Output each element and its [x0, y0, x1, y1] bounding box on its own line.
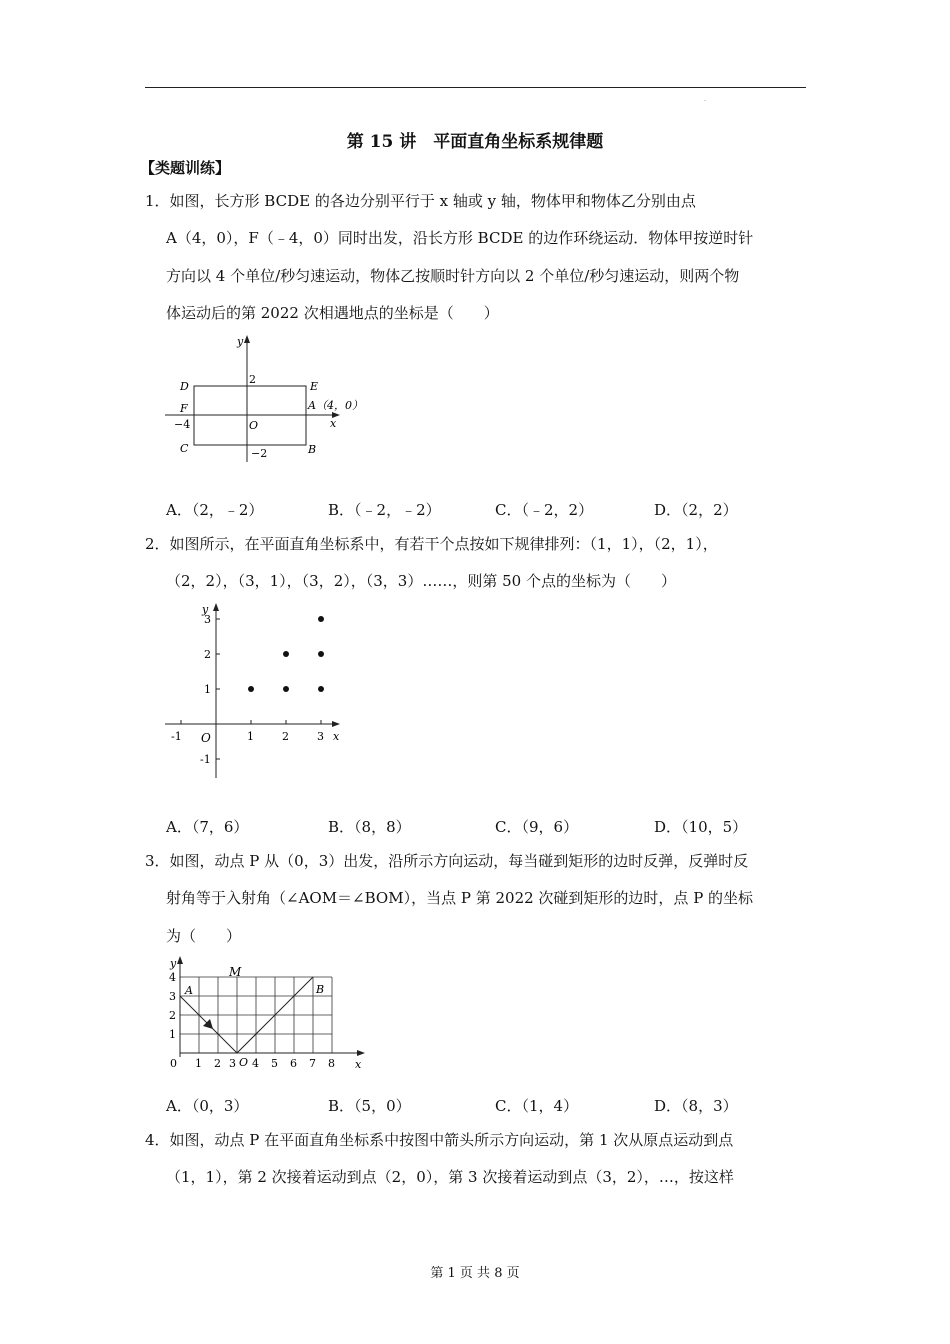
q2-point: [318, 651, 324, 657]
q3-figure: [162, 953, 372, 1078]
q1-option-d[interactable]: D．（2，2）: [654, 501, 738, 519]
q3-xtick-label: 6: [290, 1057, 297, 1070]
q1-label-D: D: [180, 380, 189, 393]
q1-line-3: 方向以 4 个单位/秒匀速运动，物体乙按顺时针方向以 2 个单位/秒匀速运动，则两个物: [166, 267, 740, 285]
q1-label-C: C: [180, 442, 189, 455]
q4-line-2: （1，1），第 2 次接着运动到点（2，0），第 3 次接着运动到点（3，2），…，按这样: [166, 1168, 734, 1186]
q1-label-E: E: [310, 380, 319, 393]
q1-option-c[interactable]: C．（﹣2，2）: [495, 501, 594, 519]
q3-label-A: A: [185, 984, 193, 997]
q3-xtick-label: 1: [195, 1057, 202, 1070]
q2-xtick-label: 3: [317, 730, 324, 743]
q4-line-1: 4．如图，动点 P 在平面直角坐标系中按图中箭头所示方向运动，第 1 次从原点运动到点: [145, 1131, 734, 1149]
q3-label-M: M: [229, 965, 242, 979]
q3-label-O: O: [239, 1056, 249, 1069]
q2-point: [318, 686, 324, 692]
q2-line-1: 2．如图所示，在平面直角坐标系中，有若干个点按如下规律排列：（1，1），（2，1），: [145, 535, 718, 553]
page-title: 第 15 讲 平面直角坐标系规律题: [346, 132, 604, 152]
page-footer: 第 1 页 共 8 页: [430, 1266, 520, 1281]
q2-point: [283, 686, 289, 692]
q1-label-B: B: [308, 443, 317, 456]
q3-ytick-label: 2: [169, 1009, 176, 1022]
q2-ytick-label: -1: [200, 753, 211, 766]
q2-figure: [160, 598, 360, 783]
q2-option-d[interactable]: D．（10，5）: [654, 818, 748, 836]
q1-option-a[interactable]: A．（2，﹣2）: [166, 501, 264, 519]
q2-point: [283, 651, 289, 657]
q1-x-label: x: [330, 417, 337, 430]
q3-xtick-label: 2: [214, 1057, 221, 1070]
q1-line-4: 体运动后的第 2022 次相遇地点的坐标是（ ）: [166, 304, 499, 322]
q2-option-b[interactable]: B．（8，8）: [328, 818, 411, 836]
q3-option-a[interactable]: A．（0，3）: [166, 1097, 249, 1115]
q1-label-A: A（4，0）: [308, 399, 363, 412]
q2-xtick-label: 1: [247, 730, 254, 743]
q2-ticks: [171, 613, 324, 766]
q2-line-2: （2，2），（3，1），（3，2），（3，3）……，则第 50 个点的坐标为（ ）: [166, 572, 676, 590]
q1-y-label: y: [237, 335, 244, 348]
q3-y-label: y: [170, 957, 177, 970]
q3-x-label: x: [355, 1058, 362, 1071]
section-heading: 【类题训练】: [140, 159, 231, 177]
q2-point: [248, 686, 254, 692]
q3-xtick-label: 0: [170, 1057, 177, 1070]
q3-option-c[interactable]: C．（1，4）: [495, 1097, 579, 1115]
q3-xtick-label: 5: [271, 1057, 278, 1070]
q3-line-1: 3．如图，动点 P 从（0，3）出发，沿所示方向运动，每当碰到矩形的边时反弹，反弹时反: [145, 852, 749, 870]
q3-xtick-label: 3: [229, 1057, 236, 1070]
q2-points: [248, 616, 324, 692]
q3-line-3: 为（ ）: [166, 927, 242, 945]
q1-label-O: O: [249, 419, 259, 432]
q2-option-c[interactable]: C．（9，6）: [495, 818, 579, 836]
q2-label-O: O: [201, 731, 211, 745]
q1-line-1: 1．如图，长方形 BCDE 的各边分别平行于 x 轴或 y 轴，物体甲和物体乙分别由点: [145, 192, 696, 210]
q2-x-label: x: [333, 730, 340, 743]
q1-tick-neg4: −4: [174, 418, 191, 431]
q3-label-B: B: [316, 983, 325, 996]
header-mark: .: [704, 96, 706, 103]
q1-label-F: F: [180, 402, 188, 415]
q3-xtick-label: 7: [309, 1057, 316, 1070]
q2-point: [318, 616, 324, 622]
q1-line-2: A（4，0），F（﹣4，0）同时出发，沿长方形 BCDE 的边作环绕运动．物体甲按逆时针: [166, 229, 754, 247]
q3-ytick-label: 4: [169, 971, 176, 984]
q1-tick-neg2: −2: [251, 447, 268, 460]
q3-line-2: 射角等于入射角（∠AOM＝∠BOM），当点 P 第 2022 次碰到矩形的边时，点 P 的坐标: [166, 889, 754, 907]
q2-xtick-label: 2: [282, 730, 289, 743]
q2-xtick-label: -1: [171, 730, 182, 743]
q1-tick-2: 2: [249, 373, 256, 386]
q2-ytick-label: 3: [204, 613, 211, 626]
q3-ytick-label: 3: [169, 990, 176, 1003]
q2-ytick-label: 2: [204, 648, 211, 661]
q2-ytick-label: 1: [204, 683, 211, 696]
q3-xtick-label: 4: [252, 1057, 259, 1070]
q2-y-label: y: [202, 603, 209, 616]
q2-option-a[interactable]: A．（7，6）: [166, 818, 249, 836]
q3-option-b[interactable]: B．（5，0）: [328, 1097, 411, 1115]
q3-ytick-label: 1: [169, 1028, 176, 1041]
header-rule: [145, 87, 806, 88]
q1-figure: [160, 330, 370, 470]
q3-xtick-label: 8: [328, 1057, 335, 1070]
q1-option-b[interactable]: B．（﹣2，﹣2）: [328, 501, 441, 519]
q3-grid: [180, 977, 332, 1053]
q3-option-d[interactable]: D．（8，3）: [654, 1097, 738, 1115]
q3-ticks: [169, 971, 335, 1070]
